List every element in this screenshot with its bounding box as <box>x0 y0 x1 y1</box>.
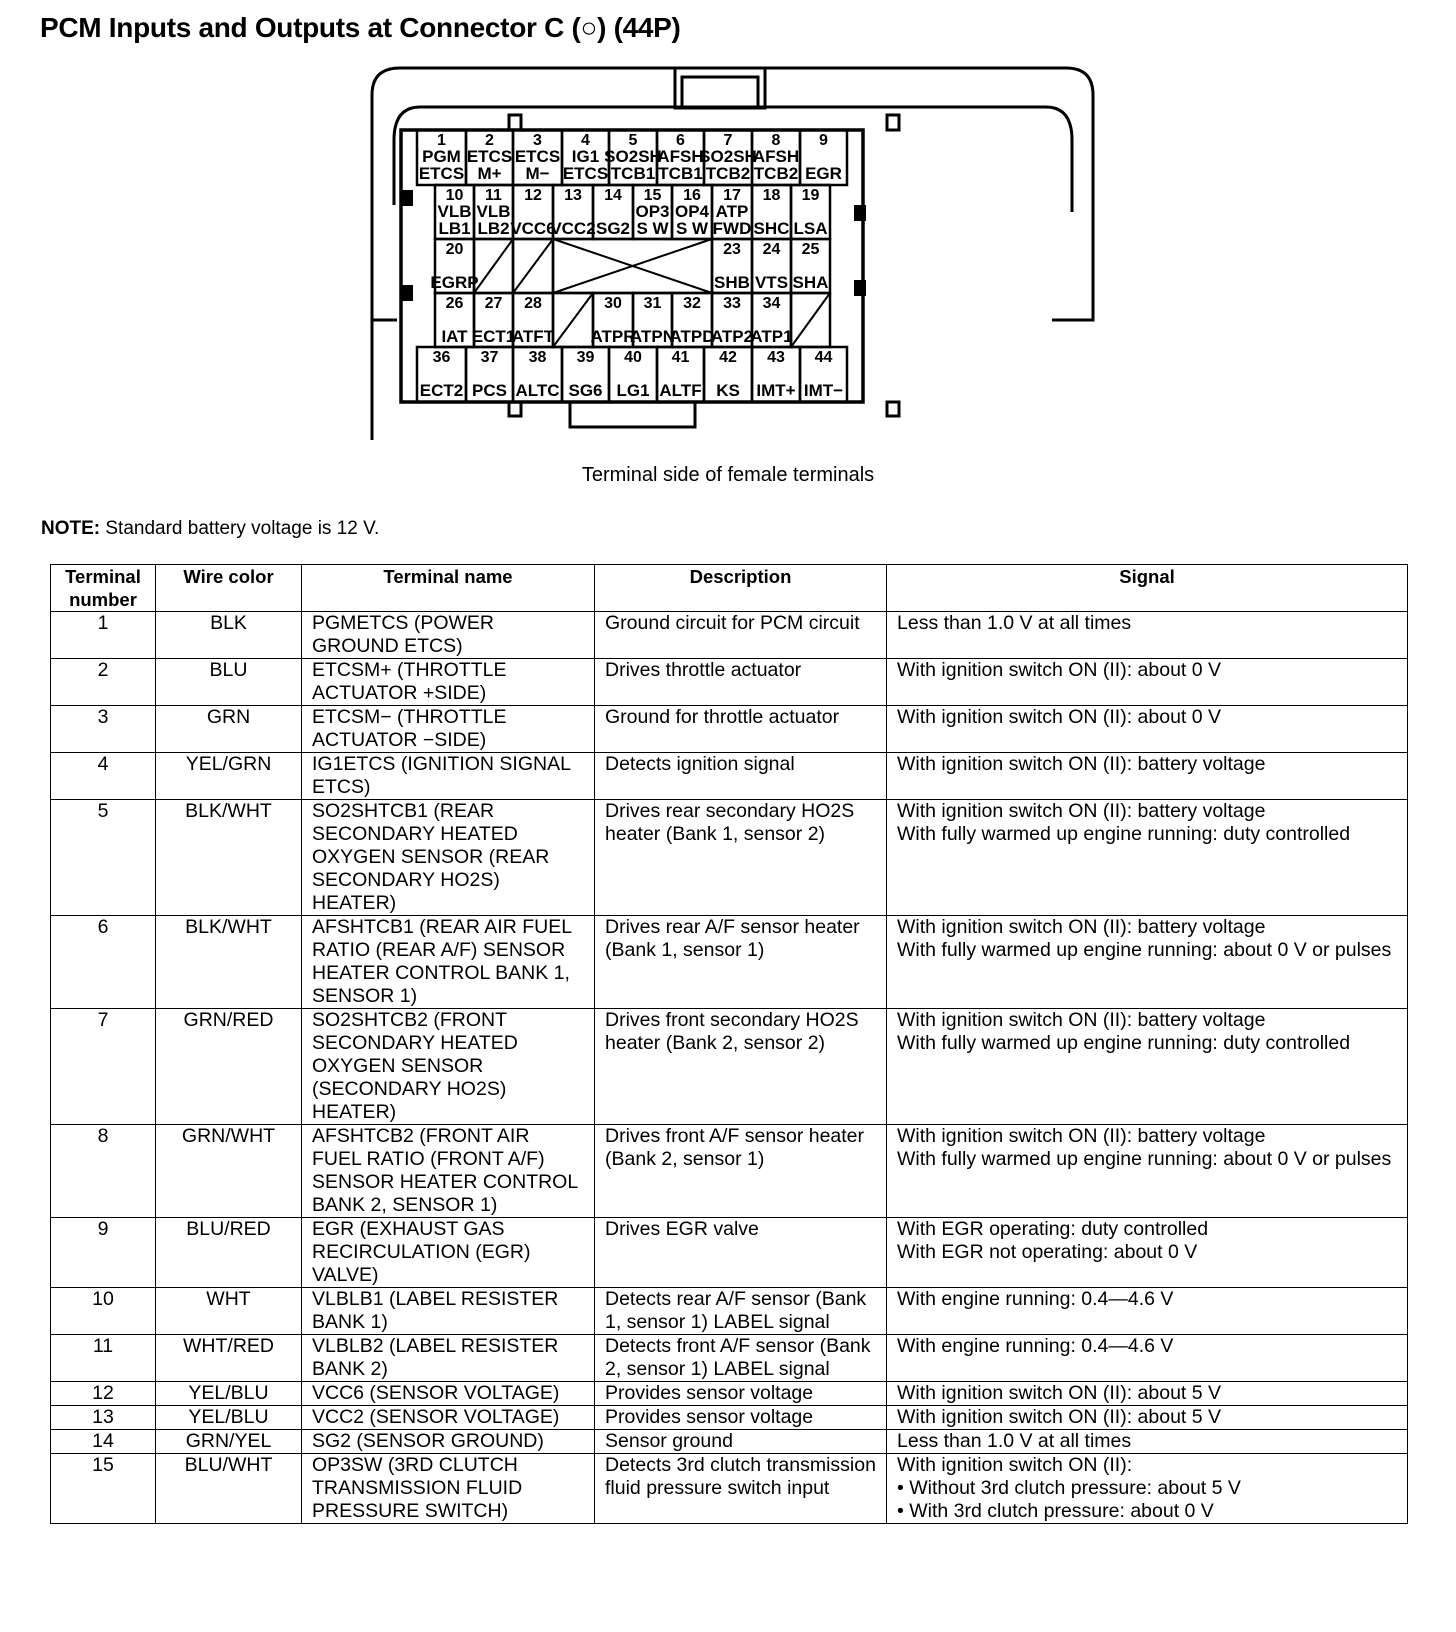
signal-line: With ignition switch ON (II): about 5 V <box>897 1382 1222 1404</box>
terminal-pin-label: OP3 <box>635 202 670 221</box>
terminal-name: IG1ETCS (IGNITION SIGNAL ETCS) <box>302 753 595 800</box>
wire-color: BLK/WHT <box>156 800 302 916</box>
terminal-pin-label: EGRP <box>430 273 479 292</box>
terminal-pin-number: 12 <box>524 187 542 204</box>
wire-color: BLU <box>156 659 302 706</box>
terminal-name: VLBLB2 (LABEL RESISTER BANK 2) <box>302 1335 595 1382</box>
terminal-pin-number: 13 <box>564 187 582 204</box>
signal <box>887 659 1408 706</box>
terminal-pin-number: 38 <box>528 349 547 366</box>
terminal-pin-number: 6 <box>676 132 685 149</box>
signal <box>887 1382 1408 1406</box>
terminal-name: ETCSM+ (THROTTLE ACTUATOR +SIDE) <box>302 659 595 706</box>
terminal-pin-number: 25 <box>801 241 820 258</box>
terminal-pin-number: 32 <box>683 295 701 312</box>
terminal-pin-label: SG2 <box>595 219 631 238</box>
signal <box>887 753 1408 800</box>
signal-line: Less than 1.0 V at all times <box>897 612 1132 634</box>
signal-line: With ignition switch ON (II): battery voltage <box>897 1009 1266 1031</box>
wire-color: WHT/RED <box>156 1335 302 1382</box>
terminal-pin-label: LB1 <box>438 219 471 238</box>
terminal-pin-number: 37 <box>480 349 499 366</box>
wire-color: BLK <box>156 612 302 659</box>
terminal-number: 3 <box>51 706 156 753</box>
header-description: Description <box>595 565 887 612</box>
wire-color: GRN/YEL <box>156 1430 302 1454</box>
terminal-name: VCC2 (SENSOR VOLTAGE) <box>302 1406 595 1430</box>
signal-line: With ignition switch ON (II): battery voltage <box>897 800 1266 822</box>
signal <box>887 1125 1408 1218</box>
signal-line: With fully warmed up engine running: about 0 V or pulses <box>897 939 1392 961</box>
table-row <box>51 1009 1408 1125</box>
terminal-table <box>50 564 1408 1524</box>
terminal-pin-number: 9 <box>819 132 828 149</box>
signal-line: With ignition switch ON (II): about 0 V <box>897 659 1222 681</box>
header-terminal-name: Terminal name <box>302 565 595 612</box>
description: Provides sensor voltage <box>595 1406 887 1430</box>
description: Sensor ground <box>595 1430 887 1454</box>
terminal-number: 10 <box>51 1288 156 1335</box>
terminal-pin-label: SO2SH <box>604 147 662 166</box>
terminal-pin-number: 8 <box>771 132 781 149</box>
table-row <box>51 800 1408 916</box>
signal-line: With engine running: 0.4—4.6 V <box>897 1288 1174 1310</box>
terminal-pin-number: 44 <box>814 349 833 366</box>
terminal-name: SO2SHTCB2 (FRONT SECONDARY HEATED OXYGEN SENSOR (SECONDARY HO2S) HEATER) <box>302 1009 595 1125</box>
terminal-name: EGR (EXHAUST GAS RECIRCULATION (EGR) VALVE) <box>302 1218 595 1288</box>
terminal-pin-label: SHB <box>714 273 750 292</box>
terminal-pin-label: IMT− <box>803 381 844 400</box>
terminal-pin-number: 1 <box>437 132 446 149</box>
header-signal: Signal <box>887 565 1408 612</box>
signal-line: With ignition switch ON (II): battery voltage <box>897 1125 1266 1147</box>
terminal-pin-number: 2 <box>485 132 494 149</box>
terminal-pin-label: ALTC <box>515 381 560 400</box>
terminal-pin-label: LG1 <box>616 381 650 400</box>
signal-line: With ignition switch ON (II): battery voltage <box>897 753 1266 775</box>
terminal-pin-label: VCC6 <box>510 219 556 238</box>
terminal-pin-label: ATFT <box>511 327 555 346</box>
terminal-number: 11 <box>51 1335 156 1382</box>
terminal-pin-label: VLB <box>476 202 511 221</box>
table-row <box>51 916 1408 1009</box>
signal-line: With EGR not operating: about 0 V <box>897 1241 1198 1263</box>
table-row <box>51 612 1408 659</box>
terminal-pin-label: VCC2 <box>550 219 596 238</box>
terminal-name: VLBLB1 (LABEL RESISTER BANK 1) <box>302 1288 595 1335</box>
terminal-pin-label: SG6 <box>568 381 603 400</box>
terminal-number: 4 <box>51 753 156 800</box>
table-row <box>51 1406 1408 1430</box>
terminal-pin-label: ETCS <box>418 164 465 183</box>
terminal-number: 14 <box>51 1430 156 1454</box>
note-text: Standard battery voltage is 12 V. <box>100 518 380 539</box>
terminal-pin-label: TCB2 <box>753 164 799 183</box>
terminal-name: VCC6 (SENSOR VOLTAGE) <box>302 1382 595 1406</box>
terminal-pin-label: ETCS <box>514 147 561 166</box>
terminal-pin-label: ECT1 <box>471 327 516 346</box>
terminal-pin-number: 27 <box>484 295 503 312</box>
signal-line: • Without 3rd clutch pressure: about 5 V <box>897 1477 1241 1499</box>
terminal-pin-label: AFSH <box>752 147 800 166</box>
wire-color: BLU/RED <box>156 1218 302 1288</box>
description: Drives front A/F sensor heater (Bank 2, sensor 1) <box>595 1125 887 1218</box>
description: Detects front A/F sensor (Bank 2, sensor 1) LABEL signal <box>595 1335 887 1382</box>
terminal-pin-number: 4 <box>581 132 590 149</box>
terminal-pin-label: TCB1 <box>610 164 656 183</box>
terminal-pin-label: SHC <box>753 219 790 238</box>
terminal-pin-number: 20 <box>445 241 464 258</box>
terminal-number: 8 <box>51 1125 156 1218</box>
table-row <box>51 1430 1408 1454</box>
terminal-pin-label: LB2 <box>477 219 510 238</box>
note-label: NOTE: <box>41 518 101 539</box>
description: Drives EGR valve <box>595 1218 887 1288</box>
table-row <box>51 753 1408 800</box>
terminal-pin-number: 30 <box>604 295 622 312</box>
terminal-pin-label: AFSH <box>657 147 704 166</box>
signal <box>887 706 1408 753</box>
signal-line: • With 3rd clutch pressure: about 0 V <box>897 1500 1214 1522</box>
terminal-pin-label: ETCS <box>562 164 609 183</box>
terminal-pin-number: 42 <box>719 349 737 366</box>
description: Detects rear A/F sensor (Bank 1, sensor 1) LABEL signal <box>595 1288 887 1335</box>
terminal-pin-number: 31 <box>643 295 662 312</box>
signal-line: With fully warmed up engine running: about 0 V or pulses <box>897 1148 1392 1170</box>
terminal-name: AFSHTCB1 (REAR AIR FUEL RATIO (REAR A/F) SENSOR HEATER CONTROL BANK 1, SENSOR 1) <box>302 916 595 1009</box>
table-row <box>51 1218 1408 1288</box>
terminal-pin-number: 24 <box>762 241 781 258</box>
terminal-number: 5 <box>51 800 156 916</box>
wire-color: GRN <box>156 706 302 753</box>
terminal-pin-number: 26 <box>445 295 464 312</box>
wire-color: GRN/RED <box>156 1009 302 1125</box>
description: Provides sensor voltage <box>595 1382 887 1406</box>
terminal-pin-label: VLB <box>437 202 472 221</box>
note <box>41 518 379 540</box>
wire-color: YEL/BLU <box>156 1406 302 1430</box>
wire-color: BLU/WHT <box>156 1454 302 1524</box>
signal <box>887 1288 1408 1335</box>
description: Detects 3rd clutch transmission fluid pressure switch input <box>595 1454 887 1524</box>
signal-line: With ignition switch ON (II): battery voltage <box>897 916 1266 938</box>
table-row <box>51 1125 1408 1218</box>
signal <box>887 916 1408 1009</box>
signal-line: With ignition switch ON (II): about 0 V <box>897 706 1222 728</box>
description: Ground for throttle actuator <box>595 706 887 753</box>
terminal-pin-label: KS <box>716 381 740 400</box>
terminal-pin-number: 3 <box>533 132 542 149</box>
terminal-pin-label: SO2SH <box>699 147 757 166</box>
header-wire-color: Wire color <box>156 565 302 612</box>
signal-line: With EGR operating: duty controlled <box>897 1218 1209 1240</box>
terminal-pin-label: TCB2 <box>705 164 751 183</box>
terminal-pin-label: PCS <box>472 381 507 400</box>
terminal-pin-label: TCB1 <box>658 164 703 183</box>
terminal-pin-number: 41 <box>671 349 690 366</box>
table-row <box>51 706 1408 753</box>
table-header-row <box>51 565 1408 612</box>
terminal-pin-number: 43 <box>767 349 785 366</box>
signal-line: With ignition switch ON (II): <box>897 1454 1133 1476</box>
terminal-number: 1 <box>51 612 156 659</box>
signal-line: With engine running: 0.4—4.6 V <box>897 1335 1174 1357</box>
terminal-pin-number: 23 <box>723 241 741 258</box>
terminal-name: SG2 (SENSOR GROUND) <box>302 1430 595 1454</box>
signal-line: With ignition switch ON (II): about 5 V <box>897 1406 1222 1428</box>
terminal-pin-label: M+ <box>477 164 502 183</box>
terminal-pin-number: 7 <box>723 132 733 149</box>
terminal-number: 13 <box>51 1406 156 1430</box>
terminal-pin-number: 14 <box>604 187 622 204</box>
table-row <box>51 1335 1408 1382</box>
terminal-pin-label: LSA <box>793 219 828 238</box>
terminal-pin-label: OP4 <box>674 202 710 221</box>
wire-color: YEL/GRN <box>156 753 302 800</box>
terminal-number: 6 <box>51 916 156 1009</box>
terminal-pin-label: ATP1 <box>750 327 793 346</box>
terminal-pin-number: 10 <box>445 187 464 204</box>
terminal-pin-label: IAT <box>441 327 468 346</box>
terminal-number: 9 <box>51 1218 156 1288</box>
wire-color: BLK/WHT <box>156 916 302 1009</box>
terminal-pin-number: 16 <box>683 187 701 204</box>
terminal-pin-label: ECT2 <box>419 381 464 400</box>
terminal-pin-number: 15 <box>643 187 662 204</box>
signal <box>887 800 1408 916</box>
signal <box>887 612 1408 659</box>
terminal-pin-number: 11 <box>485 187 502 204</box>
terminal-pin-number: 19 <box>801 187 820 204</box>
signal <box>887 1218 1408 1288</box>
description: Drives throttle actuator <box>595 659 887 706</box>
header-terminal-number: Terminal number <box>51 565 156 612</box>
terminal-number: 7 <box>51 1009 156 1125</box>
diagram-caption: Terminal side of female terminals <box>581 464 875 486</box>
terminal-pin-label: ATPR <box>590 327 636 346</box>
signal <box>887 1009 1408 1125</box>
signal <box>887 1335 1408 1382</box>
terminal-number: 12 <box>51 1382 156 1406</box>
signal-line: Less than 1.0 V at all times <box>897 1430 1132 1452</box>
terminal-pin-label: VTS <box>754 273 789 292</box>
terminal-pin-label: ATP2 <box>710 327 754 346</box>
terminal-pin-number: 28 <box>524 295 542 312</box>
table-row <box>51 1454 1408 1524</box>
terminal-pin-number: 18 <box>762 187 781 204</box>
description: Drives front secondary HO2S heater (Bank 2, sensor 2) <box>595 1009 887 1125</box>
connector-lock-tab <box>675 68 765 108</box>
description: Drives rear A/F sensor heater (Bank 1, sensor 1) <box>595 916 887 1009</box>
terminal-pin-label: FWD <box>712 219 752 238</box>
signal-line: With fully warmed up engine running: duty controlled <box>897 1032 1351 1054</box>
terminal-pin-label: PGM <box>422 147 461 166</box>
terminal-pin-number: 36 <box>432 349 451 366</box>
terminal-pin-label: ATPD <box>669 327 715 346</box>
terminal-pin-number: 33 <box>723 295 741 312</box>
terminal-pin-label: SHA <box>792 273 829 292</box>
terminal-name: ETCSM− (THROTTLE ACTUATOR −SIDE) <box>302 706 595 753</box>
terminal-pin-label: ATP <box>715 202 749 221</box>
table-row <box>51 1288 1408 1335</box>
terminal-pin-label: IG1 <box>571 147 600 166</box>
terminal-name: OP3SW (3RD CLUTCH TRANSMISSION FLUID PRESSURE SWITCH) <box>302 1454 595 1524</box>
terminal-name: AFSHTCB2 (FRONT AIR FUEL RATIO (FRONT A/F) SENSOR HEATER CONTROL BANK 2, SENSOR 1) <box>302 1125 595 1218</box>
description: Ground circuit for PCM circuit <box>595 612 887 659</box>
terminal-pin-number: 17 <box>723 187 741 204</box>
table-row <box>51 1382 1408 1406</box>
terminal-number: 2 <box>51 659 156 706</box>
wire-color: YEL/BLU <box>156 1382 302 1406</box>
terminal-pin-number: 5 <box>628 132 638 149</box>
terminal-pin-label: S W <box>675 219 709 238</box>
terminal-pin-number: 40 <box>624 349 642 366</box>
terminal-name: SO2SHTCB1 (REAR SECONDARY HEATED OXYGEN SENSOR (REAR SECONDARY HO2S) HEATER) <box>302 800 595 916</box>
wire-color: WHT <box>156 1288 302 1335</box>
signal <box>887 1430 1408 1454</box>
terminal-pin-label: ATPN <box>629 327 676 346</box>
terminal-number: 15 <box>51 1454 156 1524</box>
signal <box>887 1454 1408 1524</box>
terminal-pin-label: EGR <box>805 164 842 183</box>
terminal-pin-label: ETCS <box>466 147 513 166</box>
terminal-pin-label: IMT+ <box>756 381 796 400</box>
terminal-pin-label: M− <box>525 164 550 183</box>
terminal-name: PGMETCS (POWER GROUND ETCS) <box>302 612 595 659</box>
connector-diagram <box>0 0 1456 440</box>
table-row <box>51 659 1408 706</box>
wire-color: GRN/WHT <box>156 1125 302 1218</box>
terminal-pin-number: 34 <box>762 295 781 312</box>
description: Drives rear secondary HO2S heater (Bank 1, sensor 2) <box>595 800 887 916</box>
description: Detects ignition signal <box>595 753 887 800</box>
signal-line: With fully warmed up engine running: duty controlled <box>897 823 1351 845</box>
terminal-pin-number: 39 <box>576 349 595 366</box>
signal <box>887 1406 1408 1430</box>
terminal-pin-label: S W <box>636 219 669 238</box>
page-title: PCM Inputs and Outputs at Connector C (○) (44P) <box>40 12 681 43</box>
terminal-pin-label: ALTF <box>659 381 702 400</box>
